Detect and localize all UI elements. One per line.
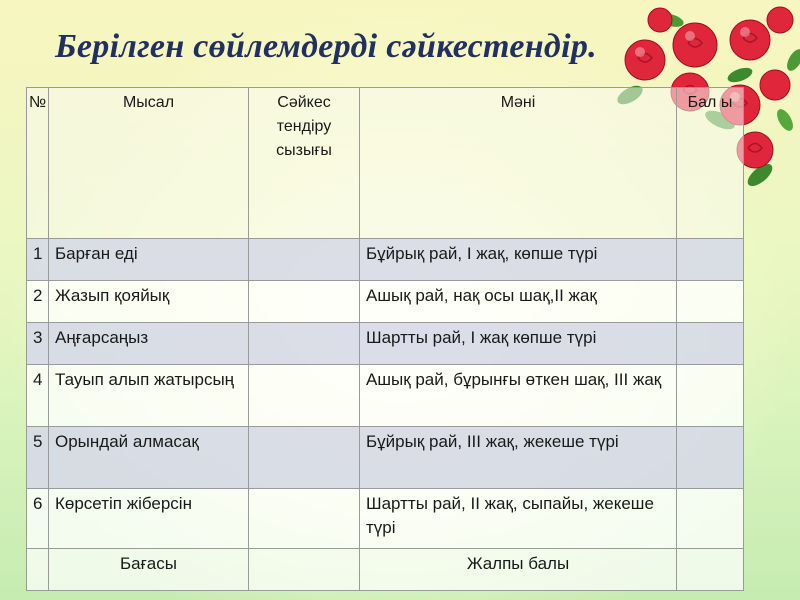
row-meaning: Шартты рай, I жақ көпше түрі: [360, 323, 677, 365]
row-number: 5: [27, 427, 49, 489]
row-match-cell[interactable]: [249, 323, 360, 365]
row-number: 1: [27, 239, 49, 281]
row-match-cell[interactable]: [249, 281, 360, 323]
row-match-cell[interactable]: [249, 239, 360, 281]
slide-title: Берілген сөйлемдерді сәйкестендір.: [55, 28, 597, 65]
table-row: [27, 239, 744, 281]
row-score-cell[interactable]: [677, 489, 744, 549]
row-match-cell[interactable]: [249, 365, 360, 427]
header-score: Бал ы: [677, 88, 744, 239]
footer-empty-cell: [27, 549, 49, 591]
row-meaning: Шартты рай, II жақ, сыпайы, жекеше түрі: [360, 489, 677, 549]
header-number: №: [27, 88, 49, 239]
row-example: Аңғарсаңыз: [49, 323, 249, 365]
row-match-cell[interactable]: [249, 427, 360, 489]
row-score-cell[interactable]: [677, 323, 744, 365]
table-row: [27, 281, 744, 323]
row-match-cell[interactable]: [249, 489, 360, 549]
footer-grade-cell[interactable]: [249, 549, 360, 591]
header-match-line: Сәйкес тендіру сызығы: [249, 88, 360, 239]
row-score-cell[interactable]: [677, 365, 744, 427]
footer-total-label: Жалпы балы: [360, 549, 677, 591]
row-score-cell[interactable]: [677, 281, 744, 323]
footer-total-cell[interactable]: [677, 549, 744, 591]
matching-table: [26, 87, 744, 591]
row-example: Жазып қояйық: [49, 281, 249, 323]
row-number: 2: [27, 281, 49, 323]
table-footer-row: [27, 549, 744, 591]
table-row: [27, 323, 744, 365]
row-score-cell[interactable]: [677, 239, 744, 281]
table-row: [27, 427, 744, 489]
header-meaning: Мәні: [360, 88, 677, 239]
row-example: Барған еді: [49, 239, 249, 281]
row-number: 6: [27, 489, 49, 549]
row-meaning: Бұйрық рай, I жақ, көпше түрі: [360, 239, 677, 281]
row-number: 4: [27, 365, 49, 427]
row-meaning: Бұйрық рай, III жақ, жекеше түрі: [360, 427, 677, 489]
row-example: Тауып алып жатырсың: [49, 365, 249, 427]
row-example: Көрсетіп жіберсін: [49, 489, 249, 549]
row-meaning: Ашық рай, нақ осы шақ,II жақ: [360, 281, 677, 323]
row-number: 3: [27, 323, 49, 365]
table-header-row: [27, 88, 744, 239]
footer-grade-label: Бағасы: [49, 549, 249, 591]
row-example: Орындай алмасақ: [49, 427, 249, 489]
header-example: Мысал: [49, 88, 249, 239]
table-row: [27, 365, 744, 427]
row-meaning: Ашық рай, бұрынғы өткен шақ, III жақ: [360, 365, 677, 427]
table-row: [27, 489, 744, 549]
row-score-cell[interactable]: [677, 427, 744, 489]
